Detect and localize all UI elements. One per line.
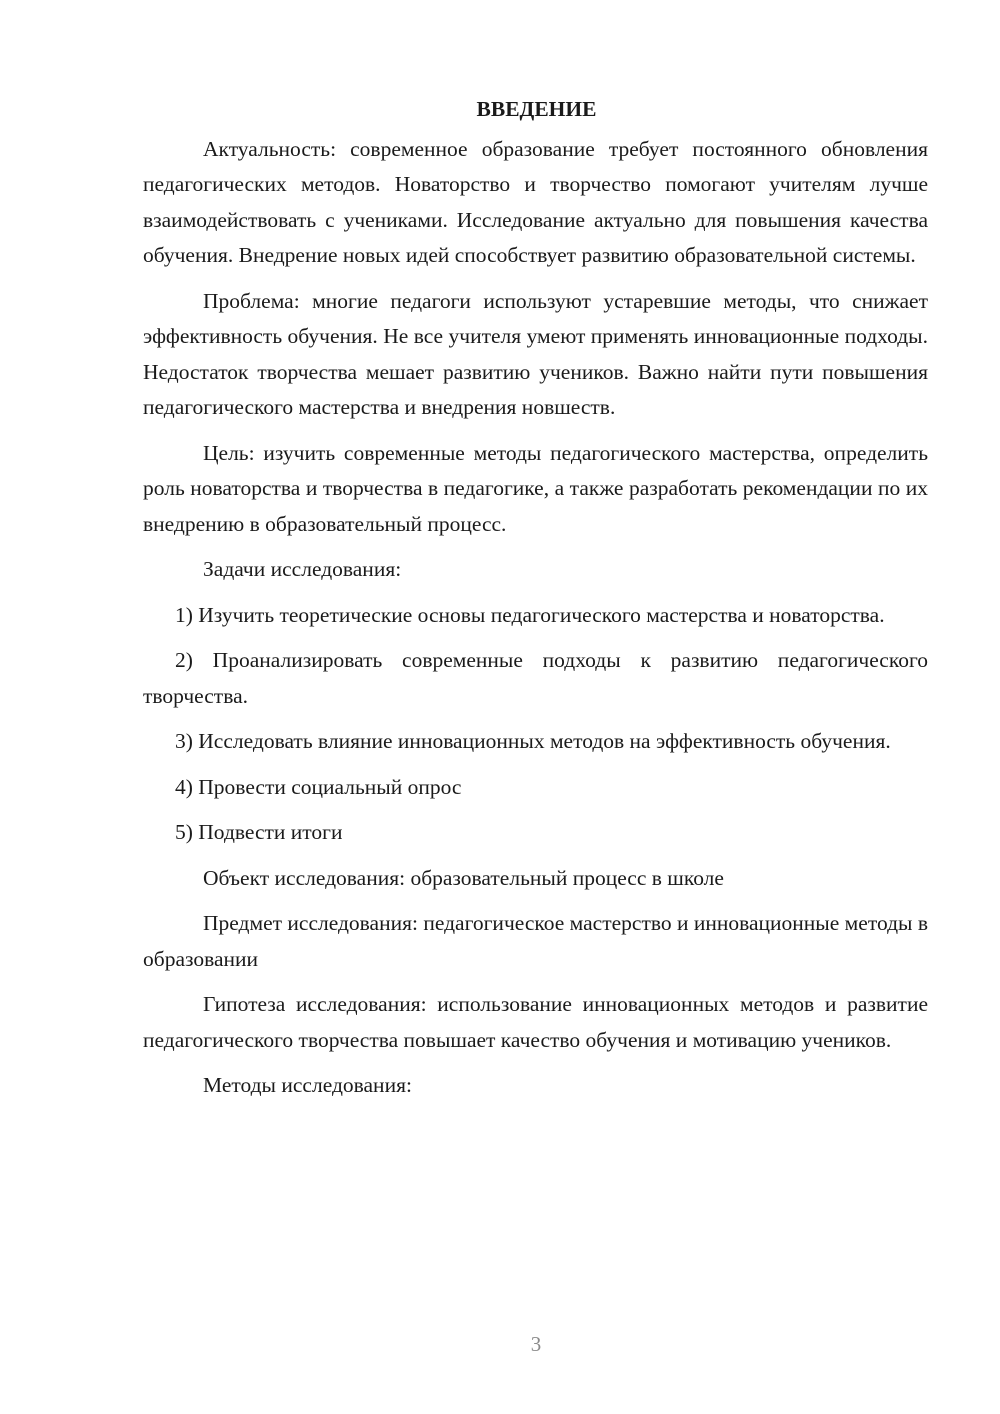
paragraph-subject: Предмет исследования: педагогическое мастерство и инновационные методы в образовании: [143, 911, 928, 971]
section-heading: ВВЕДЕНИЕ: [476, 97, 597, 121]
tasks-title: Задачи исследования:: [203, 557, 402, 581]
paragraph-hypothesis: Гипотеза исследования: использование инновационных методов и развитие педагогического творчества повышает качество обучения и мотивацию учеников.: [143, 992, 928, 1052]
paragraph-object: Объект исследования: образовательный процесс в школе: [203, 865, 724, 890]
paragraph-problem: Проблема: многие педагоги используют устаревшие методы, что снижает эффективность обучения. Не все учителя умеют применять инновационные подходы. Недостаток творчества мешает развитию учеников. Важно найти пути повышения педагогического мастерства и внедрения новшеств.: [143, 288, 928, 419]
task-item-1: 1) Изучить теоретические основы педагогического мастерства и новаторства.: [175, 602, 885, 627]
tasks-list: [143, 598, 928, 851]
task-item-2: 2) Проанализировать современные подходы к развитию педагогического творчества.: [143, 648, 928, 708]
paragraph-relevance: Актуальность: современное образование требует постоянного обновления педагогических методов. Новаторство и творчество помогают учителям лучше взаимодействовать с учениками. Исследование актуально для повышения качества обучения. Внедрение новых идей способствует развитию образовательной системы.: [143, 136, 928, 267]
methods-title: Методы исследования:: [203, 1073, 412, 1097]
task-item-3: 3) Исследовать влияние инновационных методов на эффективность обучения.: [175, 729, 891, 753]
page-number: 3: [530, 1332, 542, 1356]
task-item-4: 4) Провести социальный опрос: [175, 774, 462, 799]
task-item-5: 5) Подвести итоги: [175, 820, 343, 844]
paragraph-goal: Цель: изучить современные методы педагогического мастерства, определить роль новаторства и творчества в педагогике, а также разработать рекомендации по их внедрению в образовательный процесс.: [143, 440, 928, 536]
document-page: [143, 92, 928, 1114]
